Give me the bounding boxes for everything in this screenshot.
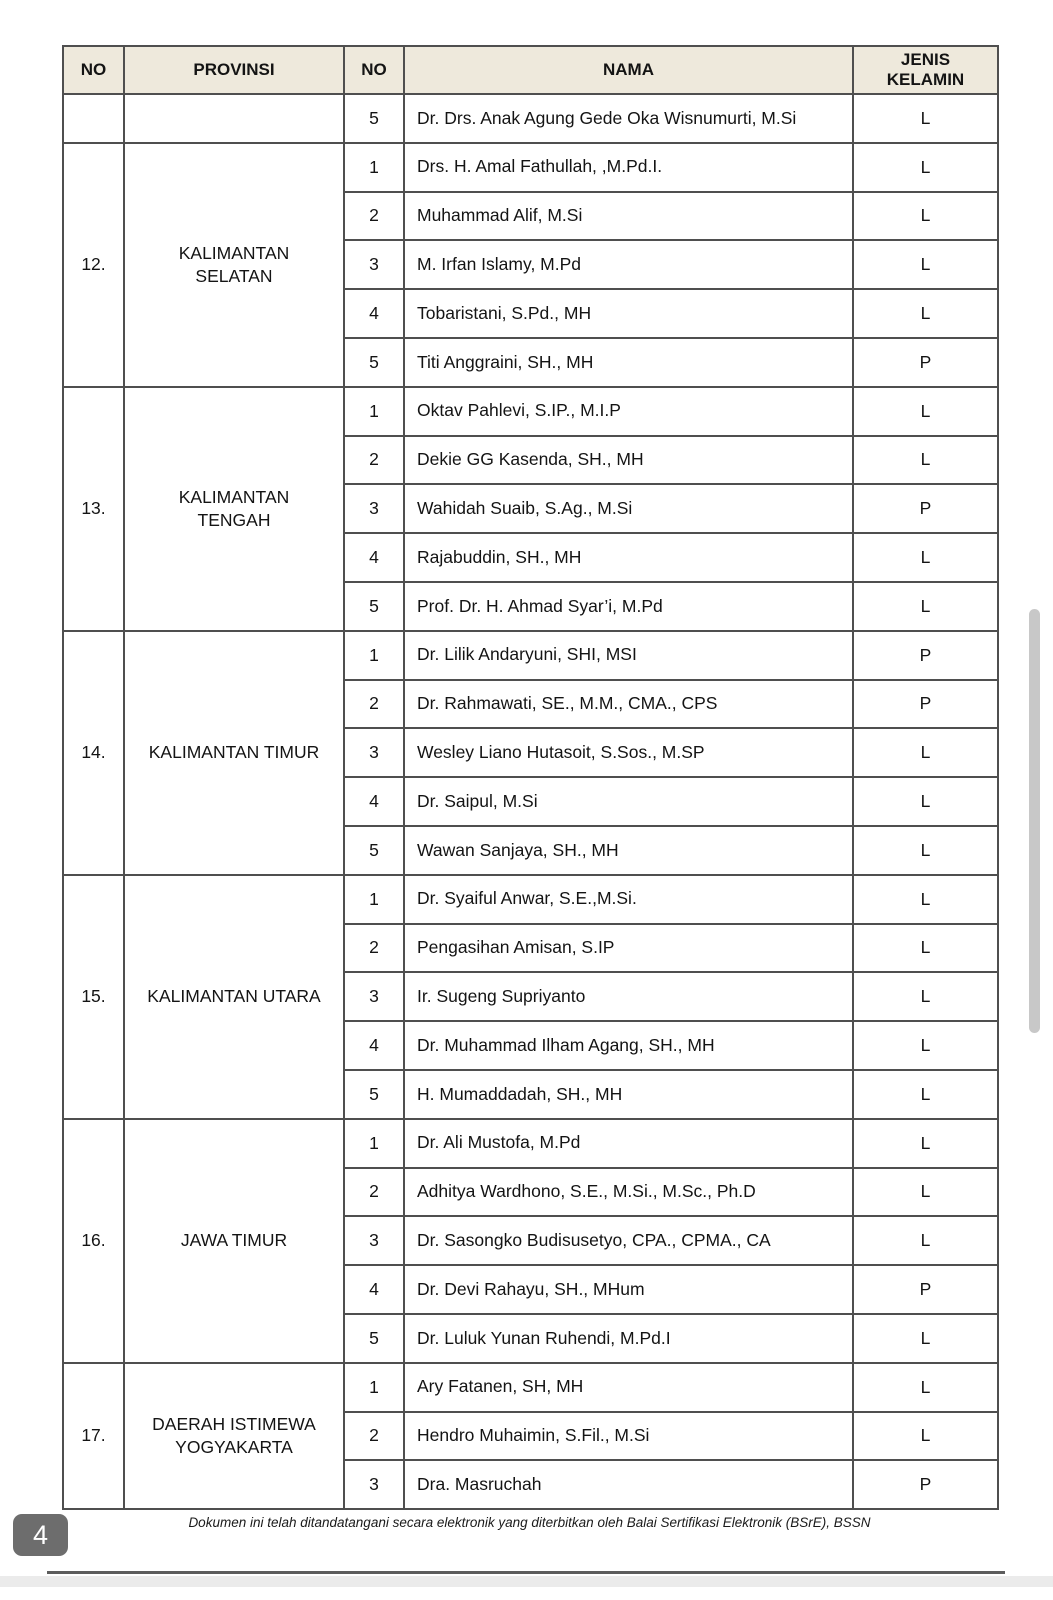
province-cell — [124, 1363, 344, 1509]
name-cell — [404, 875, 853, 924]
name-cell-text: Titi Anggraini, SH., MH — [417, 351, 594, 372]
province-cell-text: KALIMANTAN SELATAN — [178, 243, 290, 286]
name-cell-text: Wesley Liano Hutasoit, S.Sos., M.SP — [417, 742, 705, 763]
name-cell-text: Dr. Saipul, M.Si — [417, 790, 538, 811]
name-cell — [404, 777, 853, 826]
gender-cell: L — [853, 289, 998, 338]
name-cell — [404, 1216, 853, 1265]
province-cell-text: KALIMANTAN TENGAH — [178, 487, 290, 530]
scrollbar-thumb[interactable] — [1029, 609, 1040, 1033]
name-cell-text: Dr. Muhammad Ilham Agang, SH., MH — [417, 1034, 715, 1055]
gender-cell: L — [853, 533, 998, 582]
member-no-cell: 5 — [344, 1314, 404, 1363]
group-no-cell: 17. — [63, 1363, 124, 1509]
member-no-cell: 3 — [344, 484, 404, 533]
member-no-cell: 3 — [344, 728, 404, 777]
name-cell — [404, 1070, 853, 1119]
province-cell — [124, 1119, 344, 1363]
member-no-cell: 4 — [344, 289, 404, 338]
table-row — [63, 94, 998, 143]
group-no-cell — [63, 94, 124, 143]
province-cell-text: DAERAH ISTIMEWA YOGYAKARTA — [152, 1414, 316, 1457]
gender-cell: L — [853, 582, 998, 631]
group-no-cell: 15. — [63, 875, 124, 1119]
footer-note: Dokumen ini telah ditandatangani secara elektronik yang diterbitkan oleh Balai Sertifikasi Elektronik (BSrE), BSSN — [188, 1515, 871, 1530]
name-cell — [404, 192, 853, 241]
name-cell — [404, 1168, 853, 1217]
name-cell-text: Prof. Dr. H. Ahmad Syar’i, M.Pd — [417, 595, 663, 616]
gender-cell: P — [853, 484, 998, 533]
province-cell — [124, 387, 344, 631]
name-cell-text: Adhitya Wardhono, S.E., M.Si., M.Sc., Ph.D — [417, 1181, 756, 1202]
member-no-cell: 3 — [344, 1216, 404, 1265]
name-cell-text: Hendro Muhaimin, S.Fil., M.Si — [417, 1425, 650, 1446]
name-cell-text: Dra. Masruchah — [417, 1473, 542, 1494]
name-cell — [404, 1021, 853, 1070]
province-cell-text: JAWA TIMUR — [180, 1230, 288, 1251]
gender-cell: L — [853, 240, 998, 289]
name-cell — [404, 143, 853, 192]
name-cell-text: Ir. Sugeng Supriyanto — [417, 986, 586, 1007]
member-no-cell: 1 — [344, 1363, 404, 1412]
gender-cell: L — [853, 1363, 998, 1412]
col-header-group-no: NO — [63, 46, 124, 94]
gender-cell: L — [853, 387, 998, 436]
name-cell-text: Muhammad Alif, M.Si — [417, 205, 583, 226]
group-no-cell: 13. — [63, 387, 124, 631]
table-row — [63, 1119, 998, 1168]
member-no-cell: 1 — [344, 875, 404, 924]
signatory-table — [62, 45, 999, 1510]
name-cell — [404, 240, 853, 289]
gender-cell: L — [853, 826, 998, 875]
name-cell — [404, 1119, 853, 1168]
name-cell — [404, 582, 853, 631]
gender-cell: L — [853, 143, 998, 192]
name-cell — [404, 1460, 853, 1509]
member-no-cell: 3 — [344, 972, 404, 1021]
member-no-cell: 3 — [344, 240, 404, 289]
name-cell-text: Dr. Devi Rahayu, SH., MHum — [417, 1278, 645, 1299]
name-cell-text: M. Irfan Islamy, M.Pd — [417, 254, 582, 275]
member-no-cell: 1 — [344, 631, 404, 680]
member-no-cell: 5 — [344, 94, 404, 143]
name-cell-text: Wahidah Suaib, S.Ag., M.Si — [417, 498, 633, 519]
name-cell — [404, 387, 853, 436]
name-cell — [404, 680, 853, 729]
name-cell — [404, 1314, 853, 1363]
member-no-cell: 2 — [344, 680, 404, 729]
province-cell-text: KALIMANTAN UTARA — [147, 986, 321, 1007]
member-no-cell: 5 — [344, 826, 404, 875]
member-no-cell: 2 — [344, 1168, 404, 1217]
col-header-member-no: NO — [344, 46, 404, 94]
name-cell — [404, 826, 853, 875]
name-cell — [404, 289, 853, 338]
name-cell — [404, 338, 853, 387]
name-cell-text: Oktav Pahlevi, S.IP., M.I.P — [417, 400, 621, 421]
name-cell-text: Dr. Ali Mustofa, M.Pd — [417, 1132, 581, 1153]
member-no-cell: 1 — [344, 387, 404, 436]
member-no-cell: 1 — [344, 143, 404, 192]
gender-cell: L — [853, 1070, 998, 1119]
member-no-cell: 4 — [344, 533, 404, 582]
name-cell — [404, 533, 853, 582]
table-row — [63, 143, 998, 192]
gender-cell: L — [853, 972, 998, 1021]
name-cell — [404, 972, 853, 1021]
gender-cell: L — [853, 1314, 998, 1363]
name-cell-text: Ary Fatanen, SH, MH — [417, 1376, 584, 1397]
gender-cell: L — [853, 1412, 998, 1461]
gender-cell: L — [853, 924, 998, 973]
province-cell — [124, 94, 344, 143]
page-number-badge: 4 — [13, 1514, 68, 1556]
gender-cell: L — [853, 777, 998, 826]
table-header-row — [63, 46, 998, 94]
group-no-cell: 12. — [63, 143, 124, 387]
name-cell — [404, 1412, 853, 1461]
table-row — [63, 631, 998, 680]
col-header-jenis-kelamin: JENIS KELAMIN — [853, 46, 998, 94]
gender-cell: L — [853, 1119, 998, 1168]
page-gap-separator — [0, 1576, 1053, 1587]
member-no-cell: 5 — [344, 338, 404, 387]
member-no-cell: 5 — [344, 582, 404, 631]
name-cell — [404, 728, 853, 777]
gender-cell: L — [853, 1168, 998, 1217]
member-no-cell: 4 — [344, 777, 404, 826]
member-no-cell: 2 — [344, 1412, 404, 1461]
name-cell-text: Dr. Luluk Yunan Ruhendi, M.Pd.I — [417, 1327, 671, 1348]
table-row — [63, 875, 998, 924]
name-cell-text: H. Mumaddadah, SH., MH — [417, 1083, 623, 1104]
gender-cell: P — [853, 338, 998, 387]
name-cell-text: Tobaristani, S.Pd., MH — [417, 302, 592, 323]
member-no-cell: 2 — [344, 436, 404, 485]
name-cell-text: Dr. Lilik Andaryuni, SHI, MSI — [417, 644, 637, 665]
name-cell-text: Wawan Sanjaya, SH., MH — [417, 839, 619, 860]
col-header-nama: NAMA — [404, 46, 853, 94]
name-cell-text: Dr. Sasongko Budisusetyo, CPA., CPMA., CA — [417, 1230, 771, 1250]
name-cell — [404, 631, 853, 680]
table-row — [63, 1363, 998, 1412]
name-cell — [404, 1363, 853, 1412]
province-cell — [124, 143, 344, 387]
gender-cell: L — [853, 94, 998, 143]
name-cell — [404, 1265, 853, 1314]
province-cell — [124, 875, 344, 1119]
province-cell-text: KALIMANTAN TIMUR — [148, 742, 320, 763]
gender-cell: L — [853, 436, 998, 485]
gender-cell: L — [853, 728, 998, 777]
name-cell-text: Dr. Syaiful Anwar, S.E.,M.Si. — [417, 888, 637, 909]
name-cell-text: Pengasihan Amisan, S.IP — [417, 937, 615, 958]
gender-cell: P — [853, 1460, 998, 1509]
name-cell-text: Dekie GG Kasenda, SH., MH — [417, 449, 644, 470]
name-cell-text: Drs. H. Amal Fathullah, ,M.Pd.I. — [417, 156, 663, 177]
group-no-cell: 16. — [63, 1119, 124, 1363]
gender-cell: L — [853, 875, 998, 924]
member-no-cell: 3 — [344, 1460, 404, 1509]
page-bottom-edge — [47, 1571, 1005, 1574]
member-no-cell: 5 — [344, 1070, 404, 1119]
member-no-cell: 2 — [344, 924, 404, 973]
gender-cell: L — [853, 192, 998, 241]
table-body — [63, 94, 998, 1509]
name-cell — [404, 436, 853, 485]
member-no-cell: 2 — [344, 192, 404, 241]
member-no-cell: 4 — [344, 1265, 404, 1314]
province-cell — [124, 631, 344, 875]
member-no-cell: 1 — [344, 1119, 404, 1168]
name-cell — [404, 94, 853, 143]
name-cell-text: Dr. Drs. Anak Agung Gede Oka Wisnumurti, M.Si — [417, 107, 797, 128]
table-row — [63, 387, 998, 436]
group-no-cell: 14. — [63, 631, 124, 875]
gender-cell: L — [853, 1021, 998, 1070]
name-cell-text: Rajabuddin, SH., MH — [417, 546, 582, 567]
col-header-provinsi: PROVINSI — [124, 46, 344, 94]
gender-cell: P — [853, 631, 998, 680]
name-cell — [404, 924, 853, 973]
gender-cell: P — [853, 1265, 998, 1314]
name-cell — [404, 484, 853, 533]
gender-cell: P — [853, 680, 998, 729]
gender-cell: L — [853, 1216, 998, 1265]
name-cell-text: Dr. Rahmawati, SE., M.M., CMA., CPS — [417, 693, 718, 714]
member-no-cell: 4 — [344, 1021, 404, 1070]
